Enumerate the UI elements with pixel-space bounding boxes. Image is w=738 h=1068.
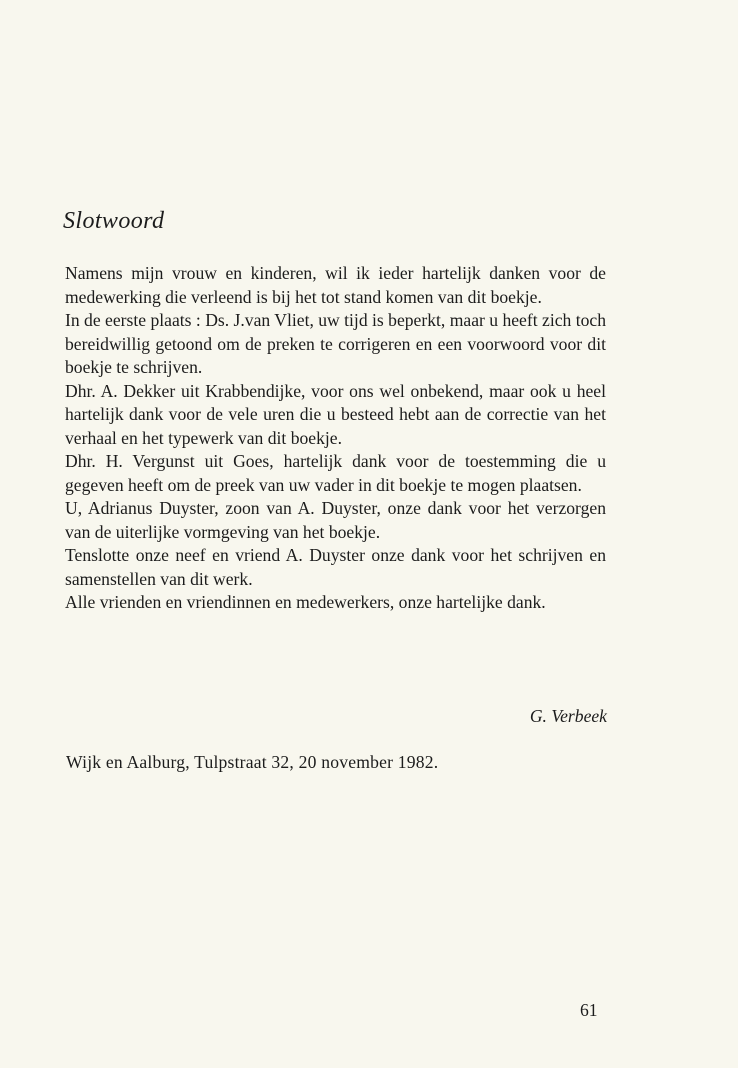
body-text: [65, 262, 606, 615]
paragraph: Namens mijn vrouw en kinderen, wil ik ieder hartelijk danken voor de medewerking die verleend is bij het tot stand komen van dit boekje.: [65, 263, 606, 307]
paragraph: In de eerste plaats : Ds. J.van Vliet, uw tijd is beperkt, maar u heeft zich toch bereidwillig getoond om de preken te corrigeren en een voorwoord voor dit boekje te schrijven.: [65, 310, 607, 377]
paragraph: Dhr. A. Dekker uit Krabbendijke, voor ons wel onbekend, maar ook u heel hartelijk dank voor de vele uren die u besteed hebt aan de correctie van het verhaal en het typewerk van dit boekje.: [65, 380, 606, 448]
paragraph: Tenslotte onze neef en vriend A. Duyster onze dank voor het schrijven en samenstellen van dit werk.: [65, 545, 606, 589]
paragraph: Alle vrienden en vriendinnen en medewerkers, onze hartelijke dank.: [65, 592, 546, 612]
page-title: Slotwoord: [63, 208, 165, 234]
page-number: 61: [580, 1000, 598, 1020]
paragraph: Dhr. H. Vergunst uit Goes, hartelijk dank voor de toestemming die u gegeven heeft om de preek van uw vader in dit boekje te mogen plaatsen.: [65, 451, 606, 495]
paragraph: U, Adrianus Duyster, zoon van A. Duyster, onze dank voor het verzorgen van de uiterlijke vormgeving van het boekje.: [65, 498, 606, 542]
signature: G. Verbeek: [529, 706, 607, 726]
place-date: Wijk en Aalburg, Tulpstraat 32, 20 november 1982.: [66, 752, 439, 772]
